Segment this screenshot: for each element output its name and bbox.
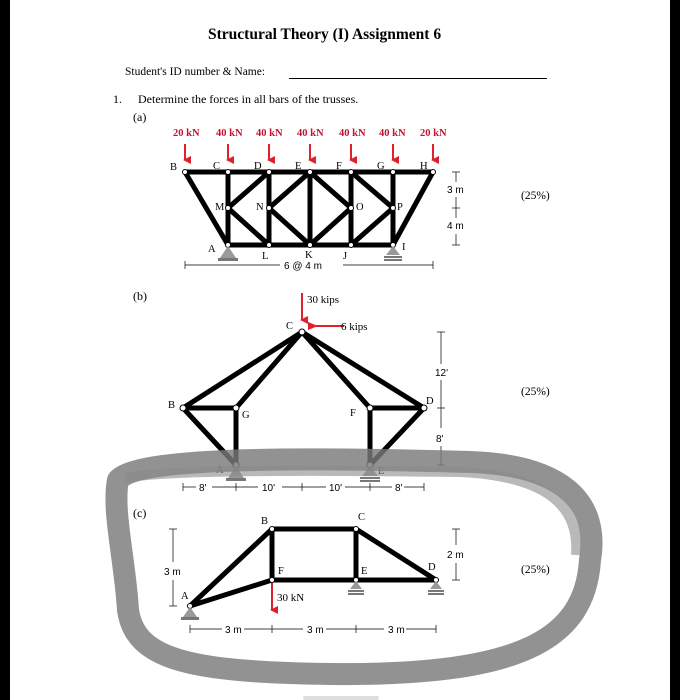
home-indicator	[303, 696, 379, 700]
load-label: 20 kN	[420, 128, 447, 139]
dimension-label: 8'	[199, 483, 207, 494]
load-label: 30 kips	[307, 294, 340, 306]
node-label: F	[278, 566, 284, 577]
node-label: J	[343, 251, 348, 262]
dimension-label: 3 m	[307, 625, 324, 636]
dimension-label: 3 m	[225, 625, 242, 636]
node-label: C	[358, 512, 366, 523]
node-label: L	[262, 251, 269, 262]
part-a-percent: (25%)	[521, 190, 550, 202]
node-label: B	[168, 400, 176, 411]
truss-c-supports	[181, 581, 444, 620]
part-a-label: (a)	[133, 110, 147, 124]
node-label: N	[256, 202, 264, 213]
dimension-label: 2 m	[447, 550, 464, 561]
node-label: B	[261, 516, 269, 527]
page-title: Structural Theory (I) Assignment 6	[208, 26, 442, 43]
node-label: G	[242, 410, 250, 421]
node-label: A	[208, 244, 216, 255]
node-label: M	[215, 202, 225, 213]
span-dimension: 6 @ 4 m	[284, 261, 322, 272]
node-label: P	[397, 202, 403, 213]
dimension-label: 8'	[395, 483, 403, 494]
node-label: C	[213, 161, 221, 172]
load-label: 40 kN	[379, 128, 406, 139]
dimension-label: 3 m	[388, 625, 405, 636]
dimension-label: 10'	[329, 483, 343, 494]
truss-a-load-labels	[173, 128, 447, 139]
node-label: I	[402, 242, 406, 253]
node-label: D	[254, 161, 262, 172]
question-text: Determine the forces in all bars of the trusses.	[138, 92, 359, 106]
dimension-label: 3 m	[164, 567, 181, 578]
dimension-label: 3 m	[447, 185, 464, 196]
node-label: K	[305, 250, 313, 261]
node-label: E	[378, 466, 385, 477]
truss-b	[183, 332, 424, 465]
part-b-percent: (25%)	[521, 386, 550, 398]
dimension-label: 8'	[436, 434, 444, 445]
node-label: F	[350, 408, 356, 419]
part-c-label: (c)	[133, 506, 147, 520]
student-id-label: Student's ID number & Name:	[125, 66, 266, 78]
dimension-label: 4 m	[447, 221, 464, 232]
node-label: C	[286, 321, 294, 332]
question-number: 1.	[113, 92, 122, 106]
dimension-label: 10'	[262, 483, 276, 494]
node-label: O	[356, 202, 364, 213]
truss-a-load-arrows	[185, 144, 433, 160]
load-label: 20 kN	[173, 128, 200, 139]
node-label: A	[181, 591, 189, 602]
load-label: 30 kN	[277, 592, 305, 604]
node-label: G	[377, 161, 385, 172]
node-label: H	[420, 161, 428, 172]
node-label: A	[216, 465, 224, 476]
node-label: E	[295, 161, 302, 172]
dimension-label: 12'	[435, 368, 449, 379]
node-label: E	[361, 566, 368, 577]
load-label: 6 kips	[341, 321, 368, 333]
node-label: D	[426, 396, 434, 407]
part-b-label: (b)	[133, 289, 147, 303]
node-label: F	[336, 161, 342, 172]
load-label: 40 kN	[256, 128, 283, 139]
load-label: 40 kN	[339, 128, 366, 139]
load-label: 40 kN	[297, 128, 324, 139]
node-label: D	[428, 562, 436, 573]
node-label: B	[170, 162, 178, 173]
part-c-percent: (25%)	[521, 564, 550, 576]
truss-c	[190, 529, 436, 606]
load-label: 40 kN	[216, 128, 243, 139]
